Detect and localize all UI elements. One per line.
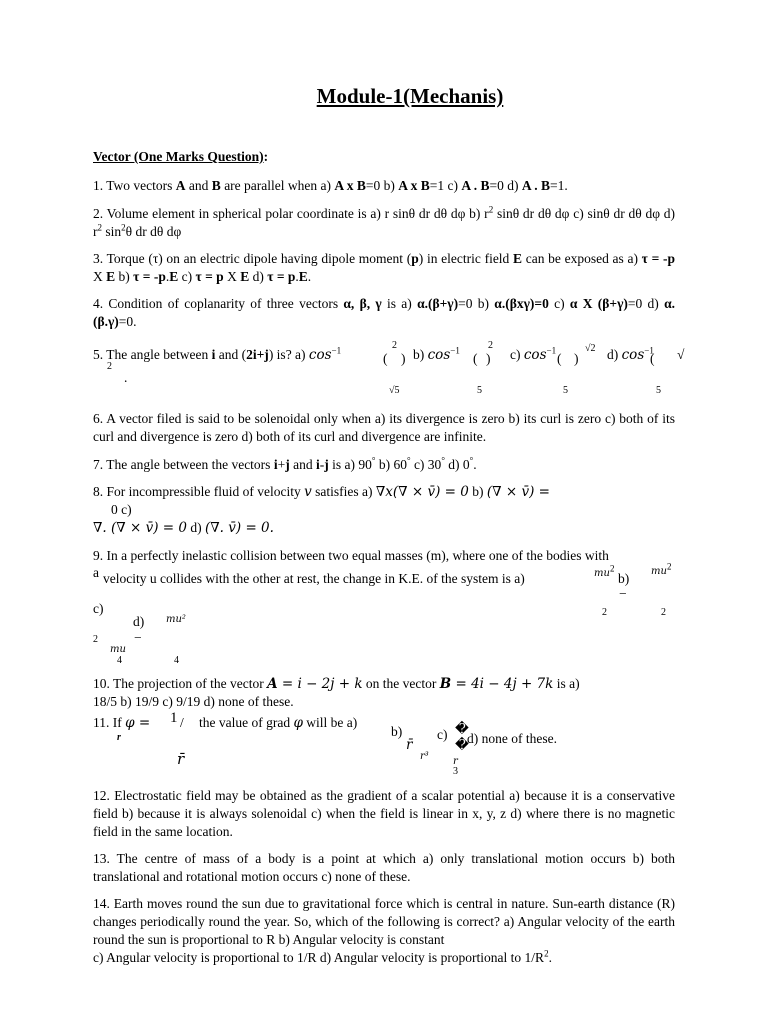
question-1: 1. Two vectors A and B are parallel when a) A x B=0 b) A x B=1 c) A . B=0 d) A . B=1.: [93, 178, 568, 193]
question-12: 12. Electrostatic field may be obtained as the gradient of a scalar potential a) because it is a conservative field b) because it is always solenoidal c) when the field is linear in x, y, z d) where there is no magnetic field in the same location.: [93, 788, 675, 839]
question-2: 2. Volume element in spherical polar coordinate is a) r sinθ dr dθ dφ b) $r^2$ sinθ dr dθ dφ c) sinθ dr dθ dφ d) $r^2$ $\sin^2\theta$ dr dθ dφ: [93, 204, 675, 239]
question-6: 6. A vector filed is said to be solenoidal only when a) its divergence is zero b) its curl is zero c) both of its curl and divergence is zero d) both of its curl and divergence are infinite.: [93, 411, 675, 444]
question-7: 7. The angle between the vectors i+j and i-j is a) 90° b) 60° c) 30° d) 0°.: [93, 455, 477, 472]
question-4: 4. Condition of coplanarity of three vectors α, β, γ is a) α.(β+γ)=0 b) α.(βxγ)=0 c) α X (β+γ)=0 d) α.(β.γ)=0.: [93, 296, 676, 329]
section-heading: Vector (One Marks Question):: [93, 149, 269, 164]
question-14: 14. Earth moves round the sun due to gravitational force which is central in nature. Sun-earth distance (R) changes periodically round the year. So, which of the following is correct? a) Angular velocity of the earth round the sun is proportional to R b) Angular velocity is constant c) Angular velocity is proportional to 1/R d) Angular velocity is proportional to $1/R^2$.: [93, 896, 675, 965]
section-label: Vector (One Marks Question): [93, 149, 264, 164]
question-3: 3. Torque (τ) on an electric dipole having dipole moment (p) in electric field E can be exposed as a) τ = -p X E b) τ = -p.E c) τ = p X E d) τ = p.E.: [93, 251, 676, 284]
question-13: 13. The centre of mass of a body is a point at which a) only translational motion occurs b) both translational and rotational motion occurs c) none of these.: [93, 851, 675, 884]
document-page: Module-1(Mechanis) Vector (One Marks Question): 1. Two vectors A and B are parallel when a) A x B=0 b) A x B=1 c) A . B=0 d) A . B=1. 2. Volume element in spherical polar coordinate is a) r sinθ dr dθ dφ b) $r^2$ sinθ dr dθ dφ c) sinθ dr dθ dφ d) $r^2$ $\sin^2\theta$ dr dθ dφ 3. Torque (τ) on an electric dipole having dipole moment (p) in electric field E can be exposed as a) τ = -p X E b) τ = -p.E c) τ = p X E d) τ = p.E. 4. Condition of coplanarity of three vectors α, β, γ is a) α.(β+γ)=0 b) α.(βxγ)=0 c) α X (β+γ)=0 d) α.(β.γ)=0. 5. The angle between i and (2i+j) is? a) $\cos^{-1}$ 2 ( ) b) $\cos^{-1}$ 2 ( ) c) $\cos^{-1}$ √2 ( ) d) $\cos^{-1}$ ( √ 2 . √5 5 5 5 6. A vector filed is said to be solenoidal only when a) its divergence is zero b) its curl is zero c) both of its curl and divergence is zero d) both of its curl and divergence are infinite. 7. The angle between the vectors i+j and i-j is a) 90° b) 60° c) 30° d) 0°. 8. For incompressible fluid of velocity v satisfies a) ∇x(∇ × v̄) = 0 b) (∇ × v̄) = 0 c) ∇. (∇ × v̄) = 0 d) (∇. v̄) = 0. 9. In a perfectly inelastic collision between two equal masses (m), where one of the bodies with a velocity u collides with the other at rest, the change in K.E. of the system is a) $mu^2$ b) − $mu^2$ 2 2 c) d) mu² − 2 mu 4 4 10. The projection of the vector A = i − 2j + k on the vector B = 4i − 4j + 7k is a) 18/5 b) 19/9 c) 9/19 d) none of these. 11. If φ = 1 / the value of grad φ will be a) r r̄ b) r̄ r³ c) � � d) none of these. r 3 12. Electrostatic field may be obtained as the gradient of a scalar potential a) because it is a conservative field b) because it is always solenoidal c) when the field is linear in x, y, z d) where there is no magnetic field in the same location. 13. The centre of mass of a body is a point at which a) only translational motion occurs b) both translational and rotational motion occurs c) none of these. 14. Earth moves round the sun due to gravitational force which is central in nature. Sun-earth distance (R) changes periodically round the year. So, which of the following is correct? a) Angular velocity of the earth round the sun is proportional to R b) Angular velocity is constant c) Angular velocity is proportional to 1/R d) Angular velocity is proportional to $1/R^2$.: [0, 0, 768, 1024]
page-title: Module-1(Mechanis): [316, 84, 504, 108]
